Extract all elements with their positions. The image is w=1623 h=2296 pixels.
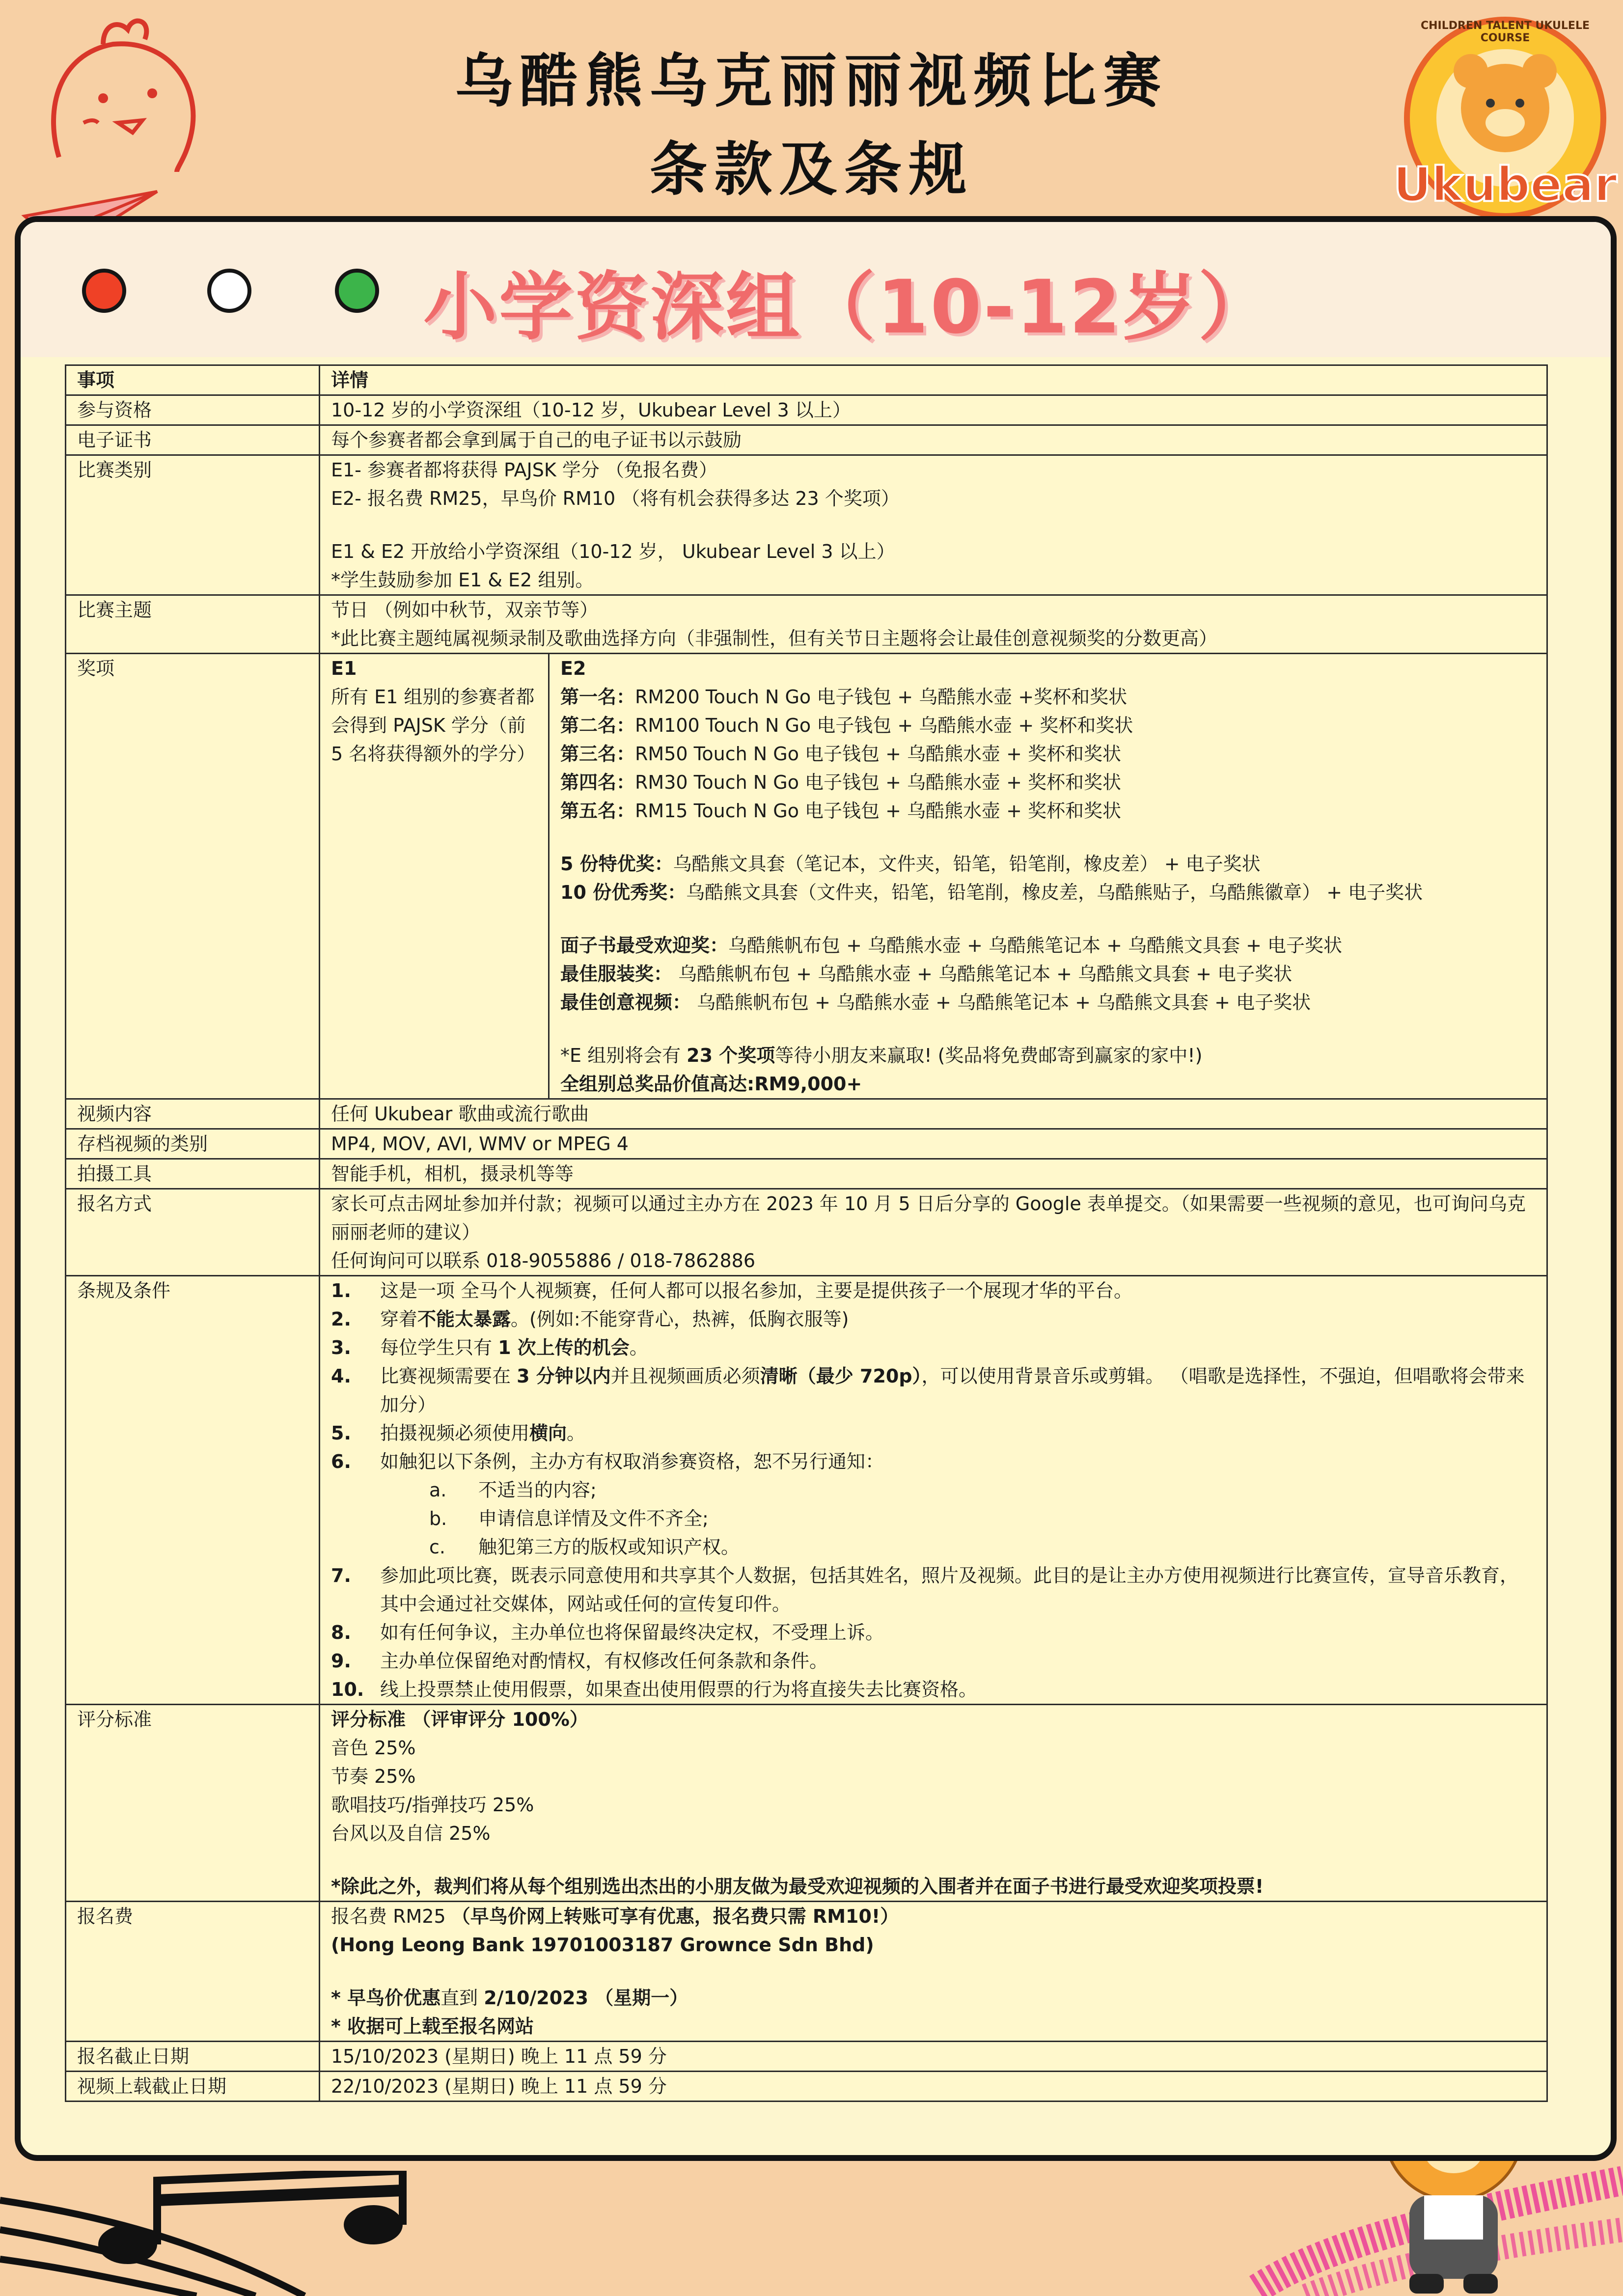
register-contact: 任何询问可以联系 018-9055886 / 018-7862886 xyxy=(331,1250,755,1272)
rule-subitem: c. 触犯第三方的版权或知识产权。 xyxy=(429,1536,740,1558)
window-titlebar xyxy=(21,222,1611,357)
row-value xyxy=(320,595,1547,654)
table-row xyxy=(66,455,1547,595)
rule-item: 10. 线上投票禁止使用假票，如果查出使用假票的行为将直接失去比赛资格。 xyxy=(331,1679,978,1700)
row-label: 报名费 xyxy=(66,1902,320,2042)
table-row xyxy=(66,654,1547,1099)
e1-cell xyxy=(320,654,549,1098)
table-row xyxy=(66,1705,1547,1902)
minimize-dot-icon xyxy=(207,269,251,313)
prizes-table xyxy=(320,654,1546,1098)
category-line: E1- 参赛者都将获得 PAJSK 学分 （免报名费） xyxy=(331,459,717,481)
row-value: 任何 Ukubear 歌曲或流行歌曲 xyxy=(320,1099,1547,1129)
row-value xyxy=(320,654,1547,1099)
ukubear-logo xyxy=(1390,15,1621,221)
row-value xyxy=(320,1902,1547,2042)
category-line: E2- 报名费 RM25，早鸟价 RM10 （将有机会获得多达 23 个奖项） xyxy=(331,488,900,509)
scoring-item: 音色 25% xyxy=(331,1737,416,1759)
table-row xyxy=(66,595,1547,654)
row-label: 报名方式 xyxy=(66,1189,320,1276)
table-row xyxy=(66,1129,1547,1159)
e1-text: 所有 E1 组别的参赛者都会得到 PAJSK 学分（前 5 名将获得额外的学分） xyxy=(331,686,536,765)
theme-line: *此比赛主题纯属视频录制及歌曲选择方向（非强制性，但有关节日主题将会让最佳创意视频奖的分数更高） xyxy=(331,628,1218,649)
e2-cell xyxy=(549,654,1547,1098)
row-label: 存档视频的类别 xyxy=(66,1129,320,1159)
theme-line: 节日 （例如中秋节，双亲节等） xyxy=(331,599,599,621)
prize-line: 10 份优秀奖：乌酷熊文具套（文件夹，铅笔，铅笔削，橡皮差，乌酷熊贴子，乌酷熊徽章） + 电子奖状 xyxy=(560,882,1423,903)
logo-brand: Ukubear xyxy=(1393,157,1618,212)
fee-earlybird: * 早鸟价优惠直到 2/10/2023 （星期一） xyxy=(331,1987,688,2009)
rule-item: 5. 拍摄视频必须使用横向。 xyxy=(331,1422,586,1444)
scoring-item: 歌唱技巧/指弹技巧 25% xyxy=(331,1794,534,1816)
e2-title: E2 xyxy=(560,658,586,679)
table-row xyxy=(66,425,1547,455)
rule-item: 9. 主办单位保留绝对酌情权，有权修改任何条款和条件。 xyxy=(331,1650,828,1672)
row-value: MP4, MOV, AVI, WMV or MPEG 4 xyxy=(320,1129,1547,1159)
prize-line: 第五名：RM15 Touch N Go 电子钱包 + 乌酷熊水壶 + 奖杯和奖状 xyxy=(560,800,1122,822)
fee-line: 报名费 RM25 （早鸟价网上转账可享有优惠，报名费只需 RM10!） xyxy=(331,1906,899,1927)
row-value xyxy=(320,455,1547,595)
prize-note: *E 组别将会有 23 个奖项等待小朋友来赢取! (奖品将免费邮寄到赢家的家中!) xyxy=(560,1045,1203,1066)
fee-bank: (Hong Leong Bank 19701003187 Grownce Sdn Bhd) xyxy=(331,1934,874,1956)
table-row xyxy=(66,1159,1547,1189)
table-row xyxy=(66,1902,1547,2042)
row-value: 15/10/2023 (星期日) 晚上 11 点 59 分 xyxy=(320,2042,1547,2072)
row-value: 10-12 岁的小学资深组（10-12 岁，Ukubear Level 3 以上） xyxy=(320,395,1547,425)
table-row xyxy=(66,1099,1547,1129)
row-label: 视频内容 xyxy=(66,1099,320,1129)
row-label: 评分标准 xyxy=(66,1705,320,1902)
category-line: *学生鼓励参加 E1 & E2 组别。 xyxy=(331,569,594,591)
row-value: 每个参赛者都会拿到属于自己的电子证书以示鼓励 xyxy=(320,425,1547,455)
prize-line: 面子书最受欢迎奖：乌酷熊帆布包 + 乌酷熊水壶 + 乌酷熊笔记本 + 乌酷熊文具套 + 电子奖状 xyxy=(560,935,1343,956)
music-notes-doodle xyxy=(0,2171,540,2296)
rule-subitem: b. 申请信息详情及文件不齐全; xyxy=(429,1508,709,1529)
row-label: 奖项 xyxy=(66,654,320,1099)
row-label: 视频上载截止日期 xyxy=(66,2072,320,2102)
rule-item: 1. 这是一项 全马个人视频赛，任何人都可以报名参加，主要是提供孩子一个展现才华的平台。 xyxy=(331,1280,1133,1301)
fee-receipt: * 收据可上载至报名网站 xyxy=(331,2016,534,2037)
table-row xyxy=(66,395,1547,425)
scoring-title: 评分标准 （评审评分 100%） xyxy=(331,1709,588,1730)
row-value xyxy=(320,1276,1547,1705)
rule-item: 6. 如触犯以下条例，主办方有权取消参赛资格，恕不另行通知： xyxy=(331,1451,884,1472)
row-label: 报名截止日期 xyxy=(66,2042,320,2072)
prize-line: 第一名：RM200 Touch N Go 电子钱包 + 乌酷熊水壶 +奖杯和奖状 xyxy=(560,686,1128,708)
table-row xyxy=(66,365,1547,395)
page-subtitle: 条款及条规 xyxy=(649,136,974,203)
rule-item: 8. 如有任何争议，主办单位也将保留最终决定权，不受理上诉。 xyxy=(331,1622,884,1643)
table-row xyxy=(66,1276,1547,1705)
prize-total: 全组别总奖品价值高达:RM9,000+ xyxy=(560,1073,862,1095)
table-header-item: 事项 xyxy=(66,365,320,395)
scoring-item: 节奏 25% xyxy=(331,1766,416,1787)
rule-subitem: a. 不适当的内容; xyxy=(429,1479,597,1501)
row-label: 电子证书 xyxy=(66,425,320,455)
row-value: 智能手机，相机，摄录机等等 xyxy=(320,1159,1547,1189)
maximize-dot-icon xyxy=(335,269,379,313)
table-row xyxy=(66,2042,1547,2072)
prize-line: 第二名：RM100 Touch N Go 电子钱包 + 乌酷熊水壶 + 奖杯和奖状 xyxy=(560,715,1133,736)
category-line: E1 & E2 开放给小学资深组（10-12 岁， Ukubear Level 3 以上） xyxy=(331,541,895,562)
logo-ring-text: CHILDREN TALENT UKULELE COURSE xyxy=(1421,20,1590,44)
scoring-note: *除此之外，裁判们将从每个组别选出杰出的小朋友做为最受欢迎视频的入围者并在面子书进行最受欢迎奖项投票! xyxy=(331,1876,1264,1897)
prize-line: 最佳创意视频： 乌酷熊帆布包 + 乌酷熊水壶 + 乌酷熊笔记本 + 乌酷熊文具套 + 电子奖状 xyxy=(560,992,1311,1013)
prize-line: 最佳服装奖： 乌酷熊帆布包 + 乌酷熊水壶 + 乌酷熊笔记本 + 乌酷熊文具套 + 电子奖状 xyxy=(560,963,1293,985)
scoring-item: 台风以及自信 25% xyxy=(331,1823,491,1844)
group-title: 小学资深组（10-12岁） xyxy=(423,265,1274,350)
page-title: 乌酷熊乌克丽丽视频比赛 xyxy=(455,47,1168,115)
browser-window xyxy=(15,216,1617,2161)
e1-title: E1 xyxy=(331,658,357,679)
table-row xyxy=(66,1189,1547,1276)
row-value: 22/10/2023 (星期日) 晚上 11 点 59 分 xyxy=(320,2072,1547,2102)
row-label: 参与资格 xyxy=(66,395,320,425)
row-label: 比赛类别 xyxy=(66,455,320,595)
row-value xyxy=(320,1705,1547,1902)
rule-item: 2. 穿着不能太暴露。(例如:不能穿背心，热裤，低胸衣服等) xyxy=(331,1308,849,1330)
row-label: 比赛主题 xyxy=(66,595,320,654)
prize-line: 第四名：RM30 Touch N Go 电子钱包 + 乌酷熊水壶 + 奖杯和奖状 xyxy=(560,772,1122,793)
table-header-detail: 详情 xyxy=(320,365,1547,395)
row-label: 条规及条件 xyxy=(66,1276,320,1705)
register-line: 家长可点击网址参加并付款；视频可以通过主办方在 2023 年 10 月 5 日后分享的 Google 表单提交。（如果需要一些视频的意见，也可询问乌克丽丽老师的建议） xyxy=(331,1193,1526,1243)
rule-item: 7. 参加此项比赛，既表示同意使用和共享其个人数据，包括其姓名，照片及视频。此目的是让主办方使用视频进行比赛宣传，宣导音乐教育，其中会通过社交媒体，网站或任何的宣传复印件。 xyxy=(331,1565,1519,1615)
table-row xyxy=(66,2072,1547,2102)
prize-line: 5 份特优奖：乌酷熊文具套（笔记本，文件夹，铅笔，铅笔削，橡皮差） + 电子奖状 xyxy=(560,853,1261,875)
prize-line: 第三名：RM50 Touch N Go 电子钱包 + 乌酷熊水壶 + 奖杯和奖状 xyxy=(560,743,1122,765)
rules-table xyxy=(65,364,1548,2102)
rule-item: 3. 每位学生只有 1 次上传的机会。 xyxy=(331,1337,648,1358)
close-dot-icon xyxy=(82,269,126,313)
row-value xyxy=(320,1189,1547,1276)
rule-item: 4. 比赛视频需要在 3 分钟以内并且视频画质必须清晰（最少 720p），可以使用背景音乐或剪辑。 （唱歌是选择性，不强迫，但唱歌将会带来加分） xyxy=(331,1365,1525,1415)
row-label: 拍摄工具 xyxy=(66,1159,320,1189)
